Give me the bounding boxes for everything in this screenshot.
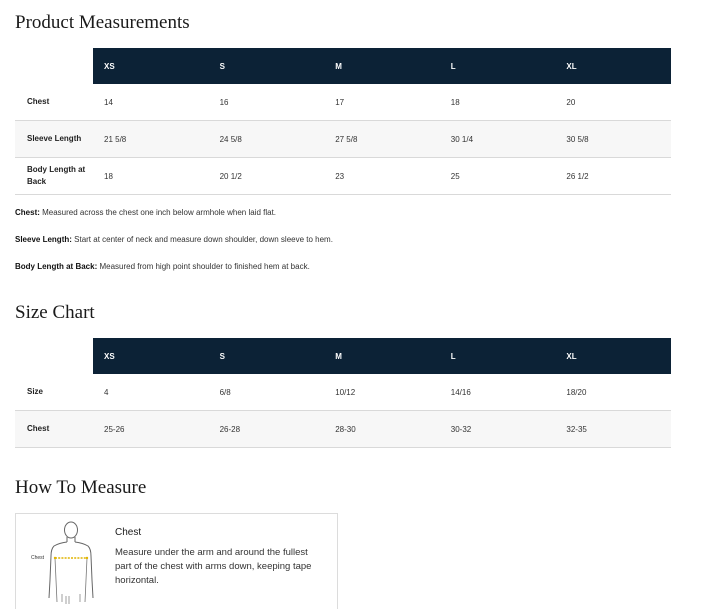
size-header: M <box>324 338 440 374</box>
note-term: Body Length at Back: <box>15 262 98 271</box>
chest-measure-figure <box>26 518 106 606</box>
how-to-measure-title: How To Measure <box>15 477 147 498</box>
chest-note <box>15 208 276 217</box>
table-cell: 26 1/2 <box>555 158 671 195</box>
table-cell: 17 <box>324 84 440 121</box>
size-header: M <box>324 48 440 84</box>
header-blank-cell <box>15 338 93 374</box>
note-term: Chest: <box>15 208 40 217</box>
header-blank-cell <box>15 48 93 84</box>
row-label: Size <box>15 374 93 411</box>
table-cell: 27 5/8 <box>324 121 440 158</box>
note-text: Measured across the chest one inch below armhole when laid flat. <box>39 208 277 217</box>
table-cell: 4 <box>93 374 209 411</box>
row-label: Chest <box>15 84 93 121</box>
table-row <box>15 158 671 195</box>
table-cell: 26-28 <box>209 411 325 448</box>
row-label: Body Length at Back <box>15 158 93 195</box>
size-chart-title: Size Chart <box>15 302 95 323</box>
table-cell: 16 <box>209 84 325 121</box>
table-cell: 24 5/8 <box>209 121 325 158</box>
figure-chest-label: Chest <box>31 555 45 561</box>
table-cell: 18 <box>440 84 556 121</box>
size-header: L <box>440 48 556 84</box>
table-row <box>15 411 671 448</box>
size-header: XL <box>555 338 671 374</box>
size-header: S <box>209 48 325 84</box>
table-cell: 21 5/8 <box>93 121 209 158</box>
table-cell: 18 <box>93 158 209 195</box>
product-measurements-table <box>15 48 671 195</box>
table-cell: 30-32 <box>440 411 556 448</box>
row-label: Chest <box>15 411 93 448</box>
product-measurements-title: Product Measurements <box>15 12 190 33</box>
table-cell: 28-30 <box>324 411 440 448</box>
note-text: Start at center of neck and measure down shoulder, down sleeve to hem. <box>71 235 333 244</box>
body-length-note <box>15 262 310 271</box>
table-cell: 14/16 <box>440 374 556 411</box>
card-title: Chest <box>115 527 142 538</box>
note-text: Measured from high point shoulder to finished hem at back. <box>97 262 310 271</box>
table-row <box>15 121 671 158</box>
table-cell: 20 <box>555 84 671 121</box>
table-cell: 23 <box>324 158 440 195</box>
table-row <box>15 374 671 411</box>
size-header: S <box>209 338 325 374</box>
card-description: Measure under the arm and around the fullest part of the chest with arms down, keeping tape horizontal. <box>115 547 312 586</box>
size-header: L <box>440 338 556 374</box>
sleeve-length-note <box>15 235 333 244</box>
table-cell: 25-26 <box>93 411 209 448</box>
table-cell: 6/8 <box>209 374 325 411</box>
table-cell: 30 1/4 <box>440 121 556 158</box>
table-cell: 32-35 <box>555 411 671 448</box>
size-chart-table <box>15 338 671 448</box>
note-term: Sleeve Length: <box>15 235 72 244</box>
table-cell: 25 <box>440 158 556 195</box>
size-header: XS <box>93 338 209 374</box>
table-cell: 14 <box>93 84 209 121</box>
table-cell: 10/12 <box>324 374 440 411</box>
table-header-row <box>15 338 671 374</box>
table-cell: 30 5/8 <box>555 121 671 158</box>
table-cell: 18/20 <box>555 374 671 411</box>
row-label: Sleeve Length <box>15 121 93 158</box>
size-header: XS <box>93 48 209 84</box>
chest-measure-card <box>15 513 338 609</box>
table-header-row <box>15 48 671 84</box>
size-header: XL <box>555 48 671 84</box>
table-cell: 20 1/2 <box>209 158 325 195</box>
table-row <box>15 84 671 121</box>
